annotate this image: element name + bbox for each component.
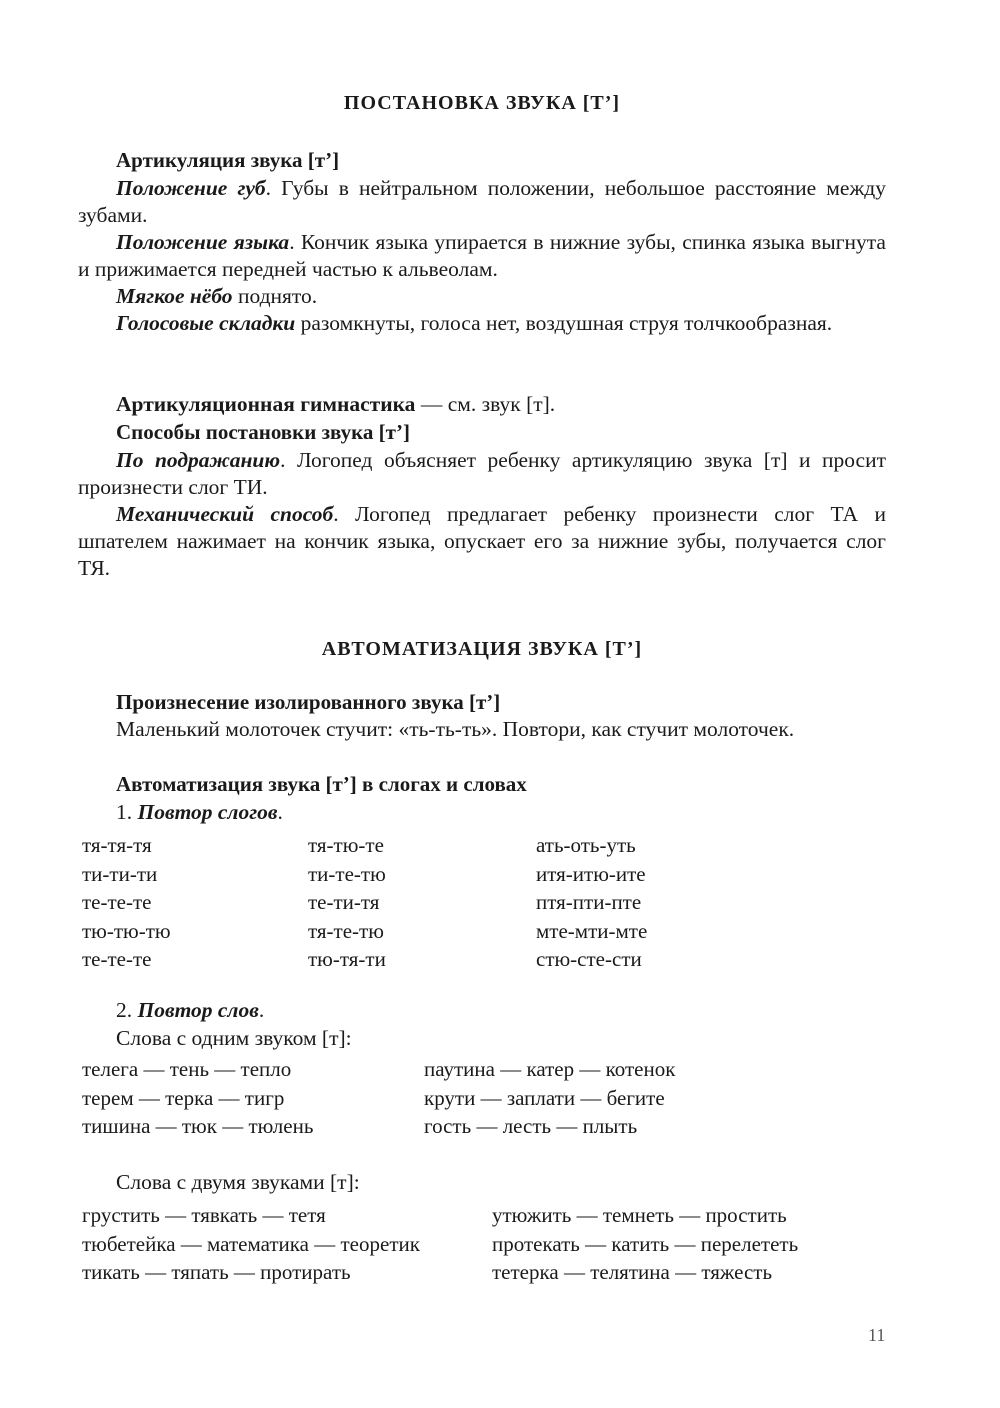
- page-number: 11: [868, 1325, 886, 1345]
- one-sound-column-2: [424, 1055, 675, 1141]
- palate-paragraph: [78, 283, 886, 310]
- syllables-column-3: [536, 831, 647, 974]
- syllable-item: птя-пти-пте: [536, 890, 642, 914]
- item1-dot: .: [277, 800, 283, 824]
- isolated-text: Маленький молоточек стучит: «ть-ть-ть». Повтори, как стучит молоточек.: [116, 717, 795, 741]
- syllable-item: те-те-те: [82, 890, 152, 914]
- syllable-item: ать-оть-уть: [536, 833, 636, 857]
- heading-automation: АВТОМАТИЗАЦИЯ ЗВУКА [Т’]: [321, 638, 643, 660]
- syllables-words-title: Автоматизация звука [т’] в слогах и словах: [116, 772, 527, 796]
- syllable-item: тя-тя-тя: [82, 833, 152, 857]
- folds-text: разомкнуты, голоса нет, воздушная струя толчкообразная.: [295, 311, 833, 335]
- word-row: гость — лесть — плыть: [424, 1114, 638, 1138]
- item-repeat-words: [116, 998, 264, 1023]
- one-sound-column-1: [82, 1055, 313, 1141]
- word-row: тикать — тяпать — протирать: [82, 1260, 351, 1284]
- syllable-item: тю-тю-тю: [82, 918, 171, 943]
- item2-dot: .: [258, 998, 265, 1022]
- palate-text: поднято.: [232, 284, 318, 308]
- word-row: тишина — тюк — тюлень: [82, 1114, 314, 1138]
- syllable-item: итя-итю-ите: [536, 861, 646, 886]
- imitation-text: . Логопед объясняет ребенку артикуляцию звука [т] и просит произнести слог ТИ.: [78, 448, 886, 499]
- one-sound-label: Слова с одним звуком [т]:: [116, 1026, 352, 1050]
- tongue-term: Положение языка: [116, 230, 290, 254]
- lips-term: Положение губ: [116, 176, 266, 200]
- isolated-title: Произнесение изолированного звука [т’]: [116, 690, 501, 714]
- syllable-item: ти-ти-ти: [82, 861, 158, 886]
- item1-number: 1.: [116, 800, 133, 824]
- gymnastics-term: Артикуляционная гимнастика: [116, 392, 416, 416]
- heading-setting-sound: ПОСТАНОВКА ЗВУКА [Т’]: [343, 92, 621, 114]
- syllable-item: мте-мти-мте: [536, 918, 648, 943]
- syllables-column-1: [82, 831, 171, 974]
- mechanical-term: Механический способ: [116, 502, 334, 526]
- word-row: крути — заплати — бегите: [424, 1085, 665, 1110]
- gymnastics-line: [116, 392, 555, 417]
- word-row: терем — терка — тигр: [82, 1085, 285, 1110]
- word-row: тетерка — телятина — тяжесть: [492, 1260, 773, 1284]
- folds-term: Голосовые складки: [116, 311, 296, 335]
- two-sounds-column-2: [492, 1201, 798, 1287]
- lips-text: . Губы в нейтральном положении, небольшое расстояние между зубами.: [78, 176, 886, 227]
- imitation-paragraph: [78, 447, 886, 501]
- palate-term: Мягкое нёбо: [116, 284, 233, 308]
- articulation-title: Артикуляция звука [т’]: [116, 148, 340, 172]
- word-row: паутина — катер — котенок: [424, 1057, 676, 1081]
- mechanical-text: . Логопед предлагает ребенку произнести слог ТА и шпателем нажимает на кончик языка, опускает его за нижние зубы, получается слог ТЯ.: [78, 502, 886, 580]
- syllable-item: те-те-те: [82, 947, 152, 971]
- word-row: утюжить — темнеть — простить: [492, 1203, 787, 1227]
- mechanical-paragraph: [78, 501, 886, 582]
- syllable-item: стю-сте-сти: [536, 947, 642, 971]
- syllable-item: тя-те-тю: [308, 918, 384, 943]
- syllable-item: ти-те-тю: [308, 861, 386, 886]
- document-page: [78, 0, 886, 1408]
- imitation-term: По подражанию: [116, 448, 281, 472]
- tongue-paragraph: [78, 229, 886, 283]
- word-row: телега — тень — тепло: [82, 1057, 292, 1081]
- syllable-item: тя-тю-те: [308, 833, 384, 857]
- tongue-text: . Кончик языка упирается в нижние зубы, спинка языка выгнута и прижимается передней частью к альвеолам.: [78, 230, 886, 281]
- word-row: грустить — тявкать — тетя: [82, 1203, 326, 1227]
- syllable-item: тю-тя-ти: [308, 947, 386, 971]
- two-sounds-column-1: [82, 1201, 420, 1287]
- item2-number: 2.: [116, 998, 133, 1022]
- lips-paragraph: [78, 175, 886, 229]
- folds-paragraph: [78, 310, 886, 337]
- two-sounds-label: Слова с двумя звуками [т]:: [116, 1170, 360, 1194]
- syllables-column-2: [308, 831, 386, 974]
- item-repeat-syllables: [116, 800, 283, 825]
- word-row: тюбетейка — математика — теоретик: [82, 1231, 420, 1256]
- word-row: протекать — катить — перелететь: [492, 1231, 799, 1256]
- methods-title: Способы постановки звука [т’]: [116, 420, 410, 444]
- gymnastics-text: — см. звук [т].: [415, 392, 556, 416]
- item2-label: Повтор слов: [137, 998, 259, 1022]
- item1-label: Повтор слогов: [137, 800, 278, 824]
- syllable-item: те-ти-тя: [308, 890, 380, 914]
